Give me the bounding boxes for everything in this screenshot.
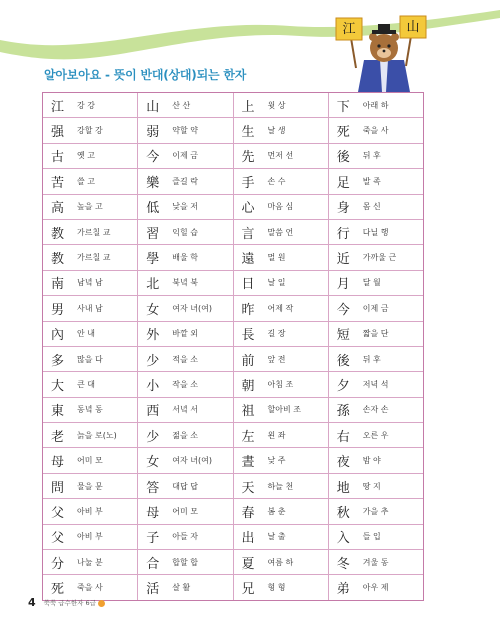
table-row: [43, 271, 423, 296]
hanja-cell: [138, 144, 233, 168]
hanja-meaning-sound: 죽을 사: [77, 583, 103, 593]
hanja-cell: [329, 169, 423, 193]
hanja-cell: [43, 322, 138, 346]
hanja-character: 今: [336, 302, 350, 318]
hanja-meaning-sound: 오른 우: [362, 430, 389, 440]
hanja-character: 苦: [51, 175, 65, 191]
hanja-cell: [43, 398, 138, 422]
hanja-character: 昨: [241, 302, 255, 318]
table-row: [43, 322, 423, 347]
table-row: [43, 525, 423, 550]
hanja-meaning-sound: 어미 모: [77, 456, 103, 466]
hanja-cell: [43, 372, 138, 396]
hanja-meaning-sound: 여름 하: [267, 557, 294, 567]
hanja-meaning-sound: 뒤 후: [362, 151, 381, 161]
table-row: [43, 499, 423, 524]
hanja-character: 祖: [241, 404, 255, 420]
hanja-character: 父: [51, 531, 65, 547]
hanja-meaning-sound: 작을 소: [172, 379, 198, 389]
hanja-meaning-sound: 늙을 로(노): [77, 430, 117, 440]
hanja-meaning-sound: 날 출: [267, 532, 286, 542]
hanja-cell: [329, 448, 423, 472]
hanja-cell: [138, 220, 233, 244]
hanja-character: 問: [51, 480, 65, 496]
hanja-cell: [43, 296, 138, 320]
table-row: [43, 296, 423, 321]
hanja-meaning-sound: 앞 전: [267, 354, 286, 364]
table-row: [43, 550, 423, 575]
hanja-character: 大: [51, 378, 65, 394]
hanja-character: 月: [336, 277, 350, 293]
hanja-character: 子: [146, 531, 160, 547]
hanja-meaning-sound: 먼저 선: [267, 151, 294, 161]
mascot-sign-right: 山: [406, 20, 420, 35]
hanja-character: 地: [336, 480, 350, 496]
hanja-meaning-sound: 약할 약: [172, 126, 198, 136]
hanja-character: 後: [336, 353, 350, 369]
hanja-meaning-sound: 즐길 락: [172, 176, 198, 186]
hanja-character: 弱: [146, 125, 160, 141]
hanja-cell: [234, 499, 329, 523]
hanja-meaning-sound: 아비 부: [77, 532, 103, 542]
page-number: 4: [28, 596, 36, 609]
hanja-meaning-sound: 쓸 고: [77, 176, 95, 186]
hanja-meaning-sound: 손 수: [267, 176, 286, 186]
hanja-cell: [138, 525, 233, 549]
hanja-cell: [43, 144, 138, 168]
hanja-meaning-sound: 뒤 후: [362, 354, 381, 364]
hanja-meaning-sound: 여자 녀(여): [172, 303, 212, 313]
hanja-table: [42, 92, 424, 601]
hanja-cell: [43, 423, 138, 447]
hanja-meaning-sound: 가을 추: [362, 506, 389, 516]
hanja-cell: [329, 347, 423, 371]
hanja-character: 出: [241, 531, 255, 547]
hanja-meaning-sound: 큰 대: [77, 379, 95, 389]
hanja-meaning-sound: 밤 야: [362, 456, 381, 466]
hanja-character: 短: [336, 328, 350, 344]
hanja-character: 孫: [336, 404, 350, 420]
hanja-character: 晝: [241, 455, 255, 471]
hanja-meaning-sound: 윗 상: [267, 100, 286, 110]
hanja-cell: [43, 118, 138, 142]
table-row: [43, 347, 423, 372]
hanja-meaning-sound: 발 족: [362, 176, 381, 186]
hanja-meaning-sound: 아들 자: [172, 532, 198, 542]
hanja-meaning-sound: 강할 강: [77, 126, 103, 136]
hanja-meaning-sound: 땅 지: [362, 481, 381, 491]
hanja-meaning-sound: 아래 하: [362, 100, 389, 110]
hanja-cell: [329, 575, 423, 599]
badge-icon: [98, 600, 105, 607]
hanja-character: 古: [51, 150, 65, 166]
table-row: [43, 220, 423, 245]
hanja-cell: [138, 195, 233, 219]
mascot-sign-left: 江: [342, 22, 356, 37]
hanja-cell: [138, 118, 233, 142]
hanja-character: 冬: [336, 556, 350, 572]
hanja-cell: [138, 575, 233, 599]
table-row: [43, 448, 423, 473]
hanja-meaning-sound: 짧을 단: [362, 329, 389, 339]
hanja-character: 父: [51, 505, 65, 521]
hanja-cell: [43, 347, 138, 371]
hanja-meaning-sound: 날 일: [267, 278, 286, 288]
hanja-cell: [234, 93, 329, 117]
hanja-cell: [43, 220, 138, 244]
hanja-cell: [234, 347, 329, 371]
hanja-cell: [329, 220, 423, 244]
hanja-cell: [43, 474, 138, 498]
hanja-meaning-sound: 이제 금: [362, 303, 389, 313]
hanja-character: 少: [146, 429, 160, 445]
hanja-cell: [138, 93, 233, 117]
table-row: [43, 245, 423, 270]
hanja-character: 日: [241, 277, 255, 293]
hanja-character: 心: [241, 201, 255, 217]
hanja-meaning-sound: 할아비 조: [267, 405, 301, 415]
hanja-meaning-sound: 아비 부: [77, 506, 103, 516]
hanja-cell: [234, 220, 329, 244]
hanja-character: 南: [51, 277, 65, 293]
hanja-character: 今: [146, 150, 160, 166]
hanja-cell: [329, 398, 423, 422]
hanja-character: 言: [241, 226, 255, 242]
hanja-character: 夕: [336, 378, 350, 394]
hanja-cell: [234, 448, 329, 472]
hanja-cell: [234, 550, 329, 574]
hanja-character: 東: [51, 404, 65, 420]
hanja-cell: [234, 322, 329, 346]
hanja-character: 老: [51, 429, 65, 445]
table-row: [43, 93, 423, 118]
hanja-meaning-sound: 많을 다: [77, 354, 103, 364]
hanja-cell: [43, 93, 138, 117]
hanja-meaning-sound: 물을 문: [77, 481, 103, 491]
hanja-character: 右: [336, 429, 350, 445]
hanja-meaning-sound: 합할 합: [172, 557, 198, 567]
hanja-cell: [138, 245, 233, 269]
hanja-meaning-sound: 동녘 동: [77, 405, 103, 415]
hanja-cell: [43, 499, 138, 523]
hanja-character: 教: [51, 226, 65, 242]
hanja-meaning-sound: 산 산: [172, 100, 191, 110]
hanja-cell: [234, 398, 329, 422]
hanja-meaning-sound: 겨울 동: [362, 557, 389, 567]
hanja-meaning-sound: 안 내: [77, 329, 95, 339]
hanja-character: 多: [51, 353, 65, 369]
hanja-meaning-sound: 형 형: [267, 583, 286, 593]
hanja-cell: [329, 372, 423, 396]
hanja-cell: [329, 525, 423, 549]
hanja-cell: [329, 423, 423, 447]
hanja-meaning-sound: 아우 제: [362, 583, 389, 593]
hanja-meaning-sound: 하늘 천: [267, 481, 294, 491]
hanja-character: 朝: [241, 378, 255, 394]
hanja-character: 下: [336, 99, 350, 115]
hanja-meaning-sound: 길 장: [267, 329, 286, 339]
hanja-cell: [329, 550, 423, 574]
hanja-cell: [234, 372, 329, 396]
hanja-character: 學: [146, 252, 160, 268]
hanja-cell: [43, 271, 138, 295]
table-row: [43, 423, 423, 448]
hanja-character: 强: [51, 125, 65, 141]
hanja-meaning-sound: 남녘 남: [77, 278, 103, 288]
hanja-character: 夏: [241, 556, 255, 572]
hanja-character: 行: [336, 226, 350, 242]
hanja-character: 死: [51, 582, 65, 598]
hanja-character: 山: [146, 99, 160, 115]
hanja-cell: [234, 195, 329, 219]
hanja-cell: [138, 296, 233, 320]
hanja-cell: [138, 499, 233, 523]
hanja-cell: [329, 144, 423, 168]
hanja-cell: [329, 93, 423, 117]
hanja-cell: [329, 195, 423, 219]
hanja-cell: [234, 474, 329, 498]
table-row: [43, 372, 423, 397]
hanja-cell: [43, 169, 138, 193]
hanja-meaning-sound: 다닐 행: [362, 227, 389, 237]
hanja-cell: [43, 448, 138, 472]
hanja-meaning-sound: 가르칠 교: [77, 253, 111, 263]
hanja-character: 分: [51, 556, 65, 572]
hanja-cell: [329, 271, 423, 295]
hanja-cell: [329, 296, 423, 320]
hanja-meaning-sound: 높을 고: [77, 202, 103, 212]
hanja-meaning-sound: 익힐 습: [172, 227, 198, 237]
hanja-meaning-sound: 저녁 석: [362, 379, 389, 389]
hanja-cell: [43, 195, 138, 219]
hanja-meaning-sound: 손자 손: [362, 405, 389, 415]
hanja-cell: [234, 245, 329, 269]
hanja-cell: [43, 550, 138, 574]
hanja-character: 活: [146, 582, 160, 598]
hanja-meaning-sound: 젊을 소: [172, 430, 198, 440]
hanja-character: 高: [51, 201, 65, 217]
hanja-meaning-sound: 살 활: [172, 583, 191, 593]
table-row: [43, 118, 423, 143]
hanja-meaning-sound: 날 생: [267, 126, 286, 136]
hanja-meaning-sound: 어제 작: [267, 303, 294, 313]
hanja-meaning-sound: 바깥 외: [172, 329, 198, 339]
page-title: 알아보아요 - 뜻이 반대(상대)되는 한자: [44, 68, 247, 82]
hanja-cell: [234, 575, 329, 599]
hanja-character: 女: [146, 302, 160, 318]
hanja-character: 答: [146, 480, 160, 496]
hanja-cell: [138, 372, 233, 396]
hanja-meaning-sound: 서녘 서: [172, 405, 198, 415]
hanja-cell: [138, 347, 233, 371]
table-row: [43, 474, 423, 499]
hanja-meaning-sound: 나눌 분: [77, 557, 103, 567]
hanja-meaning-sound: 배울 학: [172, 253, 198, 263]
hanja-cell: [138, 423, 233, 447]
hanja-character: 樂: [146, 175, 160, 191]
hanja-character: 少: [146, 353, 160, 369]
hanja-meaning-sound: 강 강: [77, 100, 95, 110]
hanja-meaning-sound: 죽을 사: [362, 126, 389, 136]
hanja-cell: [138, 550, 233, 574]
hanja-character: 女: [146, 455, 160, 471]
hanja-character: 生: [241, 125, 255, 141]
table-row: [43, 398, 423, 423]
hanja-character: 秋: [336, 505, 350, 521]
hanja-meaning-sound: 몸 신: [362, 202, 381, 212]
hanja-meaning-sound: 왼 좌: [267, 430, 286, 440]
hanja-character: 合: [146, 556, 160, 572]
hanja-cell: [138, 322, 233, 346]
hanja-character: 手: [241, 175, 255, 191]
hanja-meaning-sound: 가르칠 교: [77, 227, 111, 237]
hanja-character: 後: [336, 150, 350, 166]
hanja-meaning-sound: 달 월: [362, 278, 381, 288]
hanja-character: 左: [241, 429, 255, 445]
hanja-cell: [329, 118, 423, 142]
hanja-character: 教: [51, 252, 65, 268]
hanja-cell: [234, 271, 329, 295]
hanja-meaning-sound: 들 입: [362, 532, 381, 542]
hanja-character: 習: [146, 226, 160, 242]
hanja-character: 近: [336, 252, 350, 268]
hanja-character: 先: [241, 150, 255, 166]
hanja-character: 上: [241, 99, 255, 115]
hanja-character: 低: [146, 201, 160, 217]
hanja-character: 天: [241, 480, 255, 496]
hanja-cell: [43, 525, 138, 549]
hanja-cell: [138, 271, 233, 295]
hanja-cell: [329, 474, 423, 498]
hanja-cell: [234, 144, 329, 168]
hanja-character: 弟: [336, 582, 350, 598]
page-footer: [28, 596, 105, 609]
hanja-meaning-sound: 어미 모: [172, 506, 198, 516]
hanja-cell: [329, 245, 423, 269]
hanja-cell: [138, 169, 233, 193]
hanja-character: 前: [241, 353, 255, 369]
hanja-cell: [329, 499, 423, 523]
hanja-meaning-sound: 북녘 북: [172, 278, 198, 288]
hanja-cell: [43, 245, 138, 269]
hanja-meaning-sound: 말씀 언: [267, 227, 294, 237]
hanja-cell: [138, 398, 233, 422]
hanja-cell: [234, 169, 329, 193]
hanja-character: 小: [146, 378, 160, 394]
book-title: 쑥쑥 급수한자 6급: [44, 598, 105, 607]
hanja-meaning-sound: 여자 녀(여): [172, 456, 212, 466]
hanja-cell: [234, 296, 329, 320]
hanja-character: 死: [336, 125, 350, 141]
hanja-meaning-sound: 가까울 근: [362, 253, 397, 263]
hanja-character: 身: [336, 201, 350, 217]
hanja-character: 男: [51, 302, 65, 318]
hanja-character: 內: [51, 328, 65, 344]
hanja-meaning-sound: 봄 춘: [267, 506, 286, 516]
hanja-character: 外: [146, 328, 160, 344]
hanja-cell: [138, 474, 233, 498]
hanja-character: 母: [51, 455, 65, 471]
hanja-character: 遠: [241, 252, 255, 268]
hanja-meaning-sound: 옛 고: [77, 151, 95, 161]
hanja-cell: [329, 322, 423, 346]
hanja-meaning-sound: 이제 금: [172, 151, 198, 161]
hanja-character: 兄: [241, 582, 255, 598]
hanja-character: 春: [241, 505, 255, 521]
table-row: [43, 144, 423, 169]
hanja-meaning-sound: 적을 소: [172, 354, 198, 364]
hanja-character: 江: [51, 99, 65, 115]
hanja-meaning-sound: 낮 주: [267, 456, 286, 466]
hanja-cell: [234, 423, 329, 447]
hanja-character: 入: [336, 531, 350, 547]
hanja-cell: [234, 525, 329, 549]
hanja-meaning-sound: 낮을 저: [172, 202, 198, 212]
hanja-character: 夜: [336, 455, 350, 471]
hanja-meaning-sound: 대답 답: [172, 481, 198, 491]
hanja-meaning-sound: 아침 조: [267, 379, 294, 389]
table-row: [43, 195, 423, 220]
hanja-character: 北: [146, 277, 160, 293]
hanja-character: 足: [336, 175, 350, 191]
table-row: [43, 169, 423, 194]
hanja-meaning-sound: 마음 심: [267, 202, 294, 212]
hanja-meaning-sound: 멀 원: [267, 253, 286, 263]
hanja-cell: [234, 118, 329, 142]
hanja-character: 西: [146, 404, 160, 420]
hanja-cell: [138, 448, 233, 472]
hanja-meaning-sound: 사내 남: [77, 303, 103, 313]
hanja-character: 長: [241, 328, 255, 344]
hanja-character: 母: [146, 505, 160, 521]
